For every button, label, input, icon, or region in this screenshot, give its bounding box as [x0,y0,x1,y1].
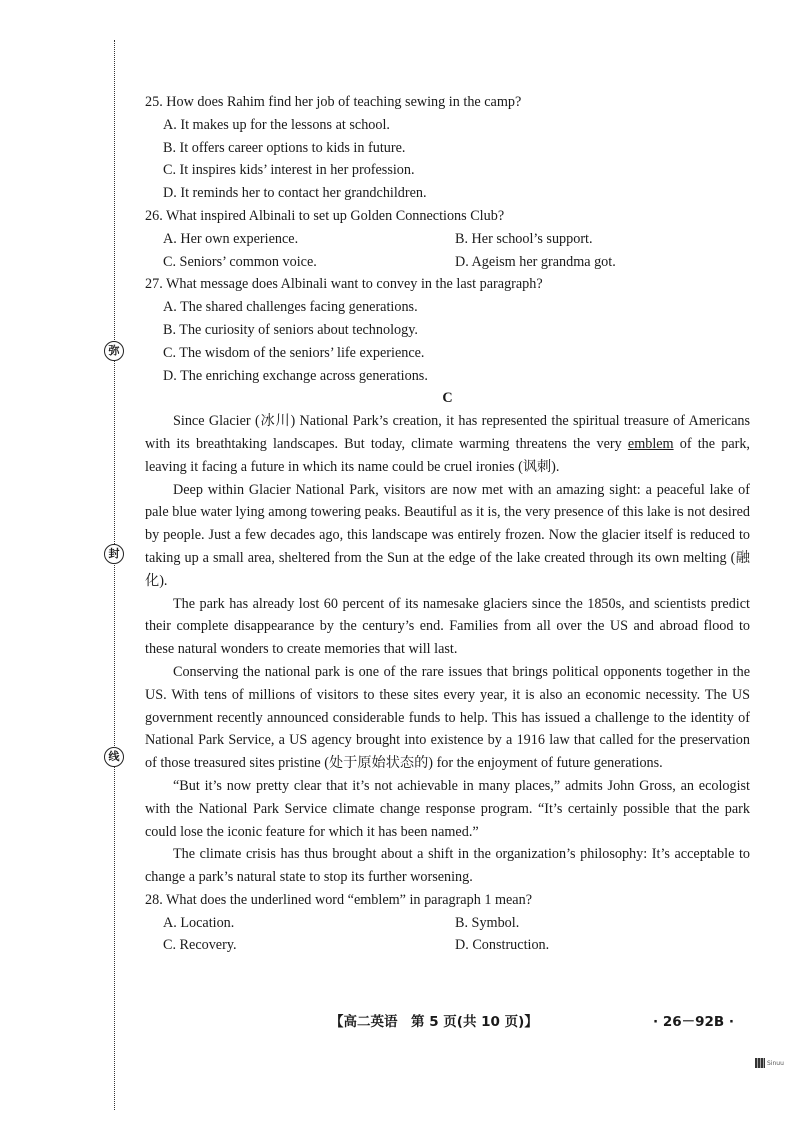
passage-paragraph-6: The climate crisis has thus brought about a shift in the organization’s philosophy: It’s acceptable to change a park’s natural state to stop its further worsening. [145,846,750,886]
option-b: B. Her school’s support. [455,230,593,247]
section-title: C [442,390,453,407]
option-d: D. Construction. [455,937,550,954]
question-28 [145,889,750,957]
seal-char-2: 封 [104,544,124,564]
option-b: B. It offers career options to kids in future. [163,139,406,156]
seal-char-3: 线 [104,747,124,767]
question-stem: 27. What message does Albinali want to convey in the last paragraph? [145,276,543,293]
question-27 [145,273,750,387]
option-a: A. Her own experience. [163,230,299,247]
page-number: 【高二英语 第 5 页(共 10 页)】 [330,1014,538,1030]
qr-code-icon [755,1058,765,1068]
option-a: A. The shared challenges facing generations. [163,299,418,316]
seal-char-1: 弥 [104,341,124,361]
question-stem: 28. What does the underlined word “emblem” in paragraph 1 mean? [145,891,532,908]
option-b: B. The curiosity of seniors about technology. [163,321,418,338]
passage-paragraph-2: Deep within Glacier National Park, visitors are now met with an amazing sight: a peaceful lake of pale blue water lying among towering peaks. Beautiful as it is, the very presence of this lake is not desired by people. Just a few decades ago, this landscape was entirely frozen. Now the glacier itself is reduced to taking up a small area, sheltered from the Sun at the edge of the lake created through its own melting (融化). [145,481,750,589]
question-25 [145,91,750,205]
question-stem: 25. How does Rahim find her job of teaching sewing in the camp? [145,94,522,110]
option-c: C. It inspires kids’ interest in her profession. [163,162,415,179]
option-c: C. Recovery. [163,937,237,954]
option-d: D. Ageism her grandma got. [455,253,616,270]
watermark-logo [755,1058,784,1068]
option-a: A. Location. [163,914,235,931]
question-stem: 26. What inspired Albinali to set up Golden Connections Club? [145,207,505,224]
passage-paragraph-1 [145,410,750,478]
passage-paragraph-5: “But it’s now pretty clear that it’s not achievable in many places,” admits John Gross, an ecologist with the National Park Service climate change response program. “It’s certainly possible that the park could lose the iconic feature for which it has been named.” [145,777,750,840]
passage-paragraph-4: Conserving the national park is one of the rare issues that brings political opponents together in the US. With tens of millions of visitors to these sites every year, it is also an economic necessity. The US government recently announced considerable funds to help. This has issued a challenge to the identity of National Park Service, a US agency brought into existence by a 1916 law that called for the preservation of those treasured sites pristine (处于原始状态的) for the enjoyment of future generations. [145,663,750,772]
passage-paragraph-3: The park has already lost 60 percent of its namesake glaciers since the 1850s, and scientists predict their complete disappearance by the century’s end. Families from all over the US and abroad flood to these natural wonders to create memories that will last. [145,595,750,658]
logo-text: Sinuu [767,1059,784,1067]
underlined-word: emblem [627,435,674,452]
option-c: C. The wisdom of the seniors’ life experience. [163,344,425,361]
option-d: D. The enriching exchange across generations. [163,367,428,384]
option-b: B. Symbol. [455,914,520,931]
question-26 [145,205,750,273]
text: of the park, leaving it facing a future in which its name could be cruel ironies (讽刺). [145,435,750,475]
binding-dotted-line [114,40,115,1110]
text: Since Glacier (冰川) National Park’s creation, it has represented the spiritual treasure of Americans with its breathtaking landscapes. But today, climate warming threatens the very [145,413,750,452]
option-d: D. It reminds her to contact her grandchildren. [163,185,427,202]
exam-content [145,91,750,957]
option-c: C. Seniors’ common voice. [163,253,317,270]
option-a: A. It makes up for the lessons at school. [163,116,390,133]
exam-code: · 26－92B · [653,1014,735,1030]
